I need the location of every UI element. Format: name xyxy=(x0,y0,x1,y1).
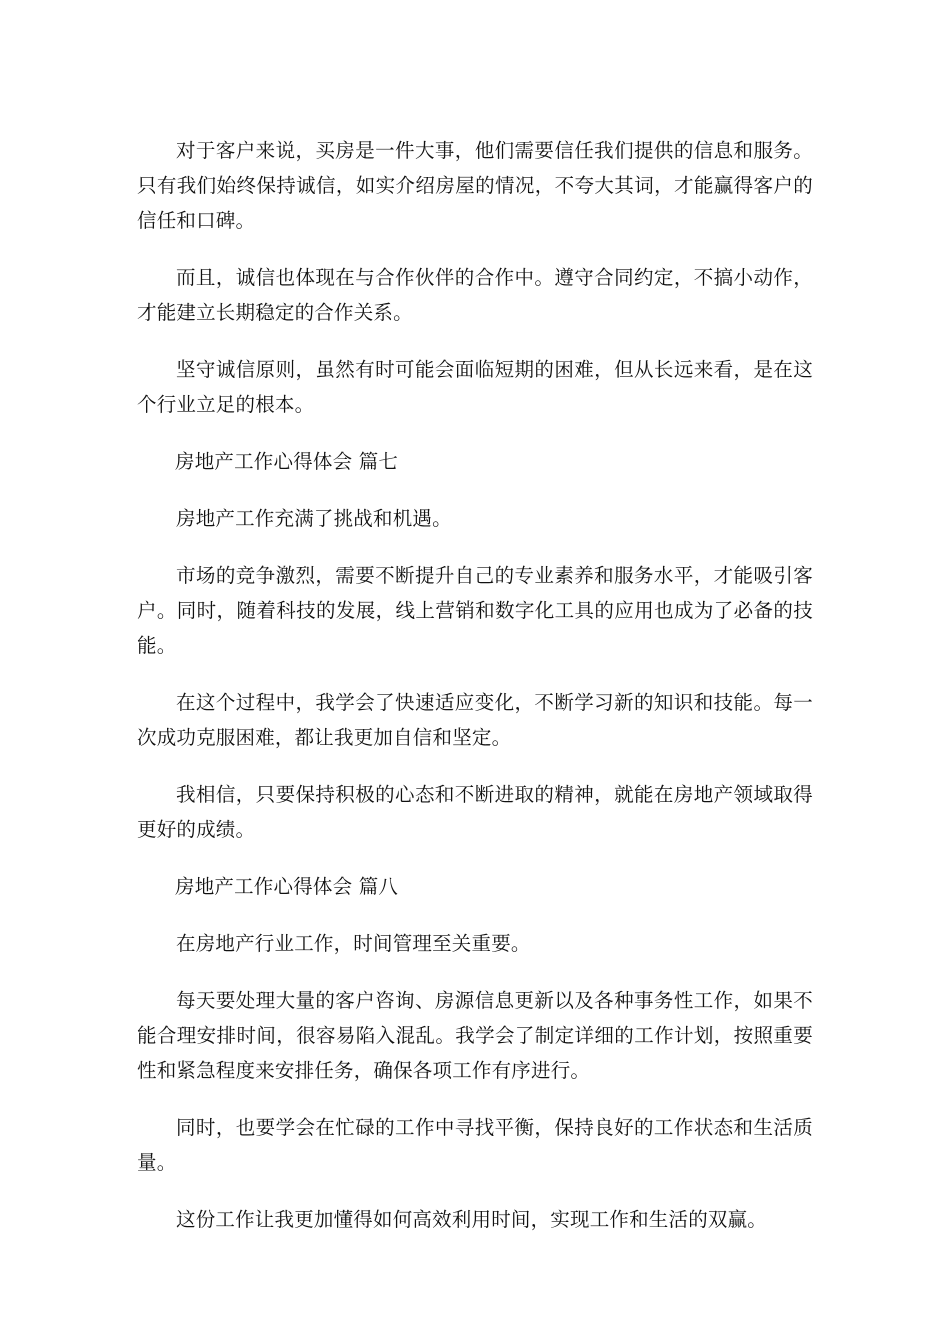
paragraph: 在这个过程中，我学会了快速适应变化，不断学习新的知识和技能。每一次成功克服困难，都让我更加自信和坚定。 xyxy=(137,691,813,749)
paragraph: 这份工作让我更加懂得如何高效利用时间，实现工作和生活的双赢。 xyxy=(176,1208,768,1231)
paragraph: 而且，诚信也体现在与合作伙伴的合作中。遵守合同约定，不搞小动作，才能建立长期稳定的合作关系。 xyxy=(137,266,813,324)
section-heading: 房地产工作心得体会 篇七 xyxy=(175,450,399,473)
paragraph: 市场的竞争激烈，需要不断提升自己的专业素养和服务水平，才能吸引客户。同时，随着科技的发展，线上营销和数字化工具的应用也成为了必备的技能。 xyxy=(137,564,813,657)
paragraph: 每天要处理大量的客户咨询、房源信息更新以及各种事务性工作，如果不能合理安排时间，很容易陷入混乱。我学会了制定详细的工作计划，按照重要性和紧急程度来安排任务，确保各项工作有序进行。 xyxy=(137,989,813,1082)
paragraph: 对于客户来说，买房是一件大事，他们需要信任我们提供的信息和服务。只有我们始终保持诚信，如实介绍房屋的情况，不夸大其词，才能赢得客户的信任和口碑。 xyxy=(137,139,813,232)
paragraph: 在房地产行业工作，时间管理至关重要。 xyxy=(176,932,531,955)
paragraph: 我相信，只要保持积极的心态和不断进取的精神，就能在房地产领域取得更好的成绩。 xyxy=(137,783,813,841)
paragraph: 房地产工作充满了挑战和机遇。 xyxy=(176,507,452,530)
paragraph: 同时，也要学会在忙碌的工作中寻找平衡，保持良好的工作状态和生活质量。 xyxy=(137,1116,813,1174)
paragraph: 坚守诚信原则，虽然有时可能会面临短期的困难，但从长远来看，是在这个行业立足的根本。 xyxy=(137,358,813,416)
document-body xyxy=(137,133,813,1259)
section-heading: 房地产工作心得体会 篇八 xyxy=(175,875,399,898)
